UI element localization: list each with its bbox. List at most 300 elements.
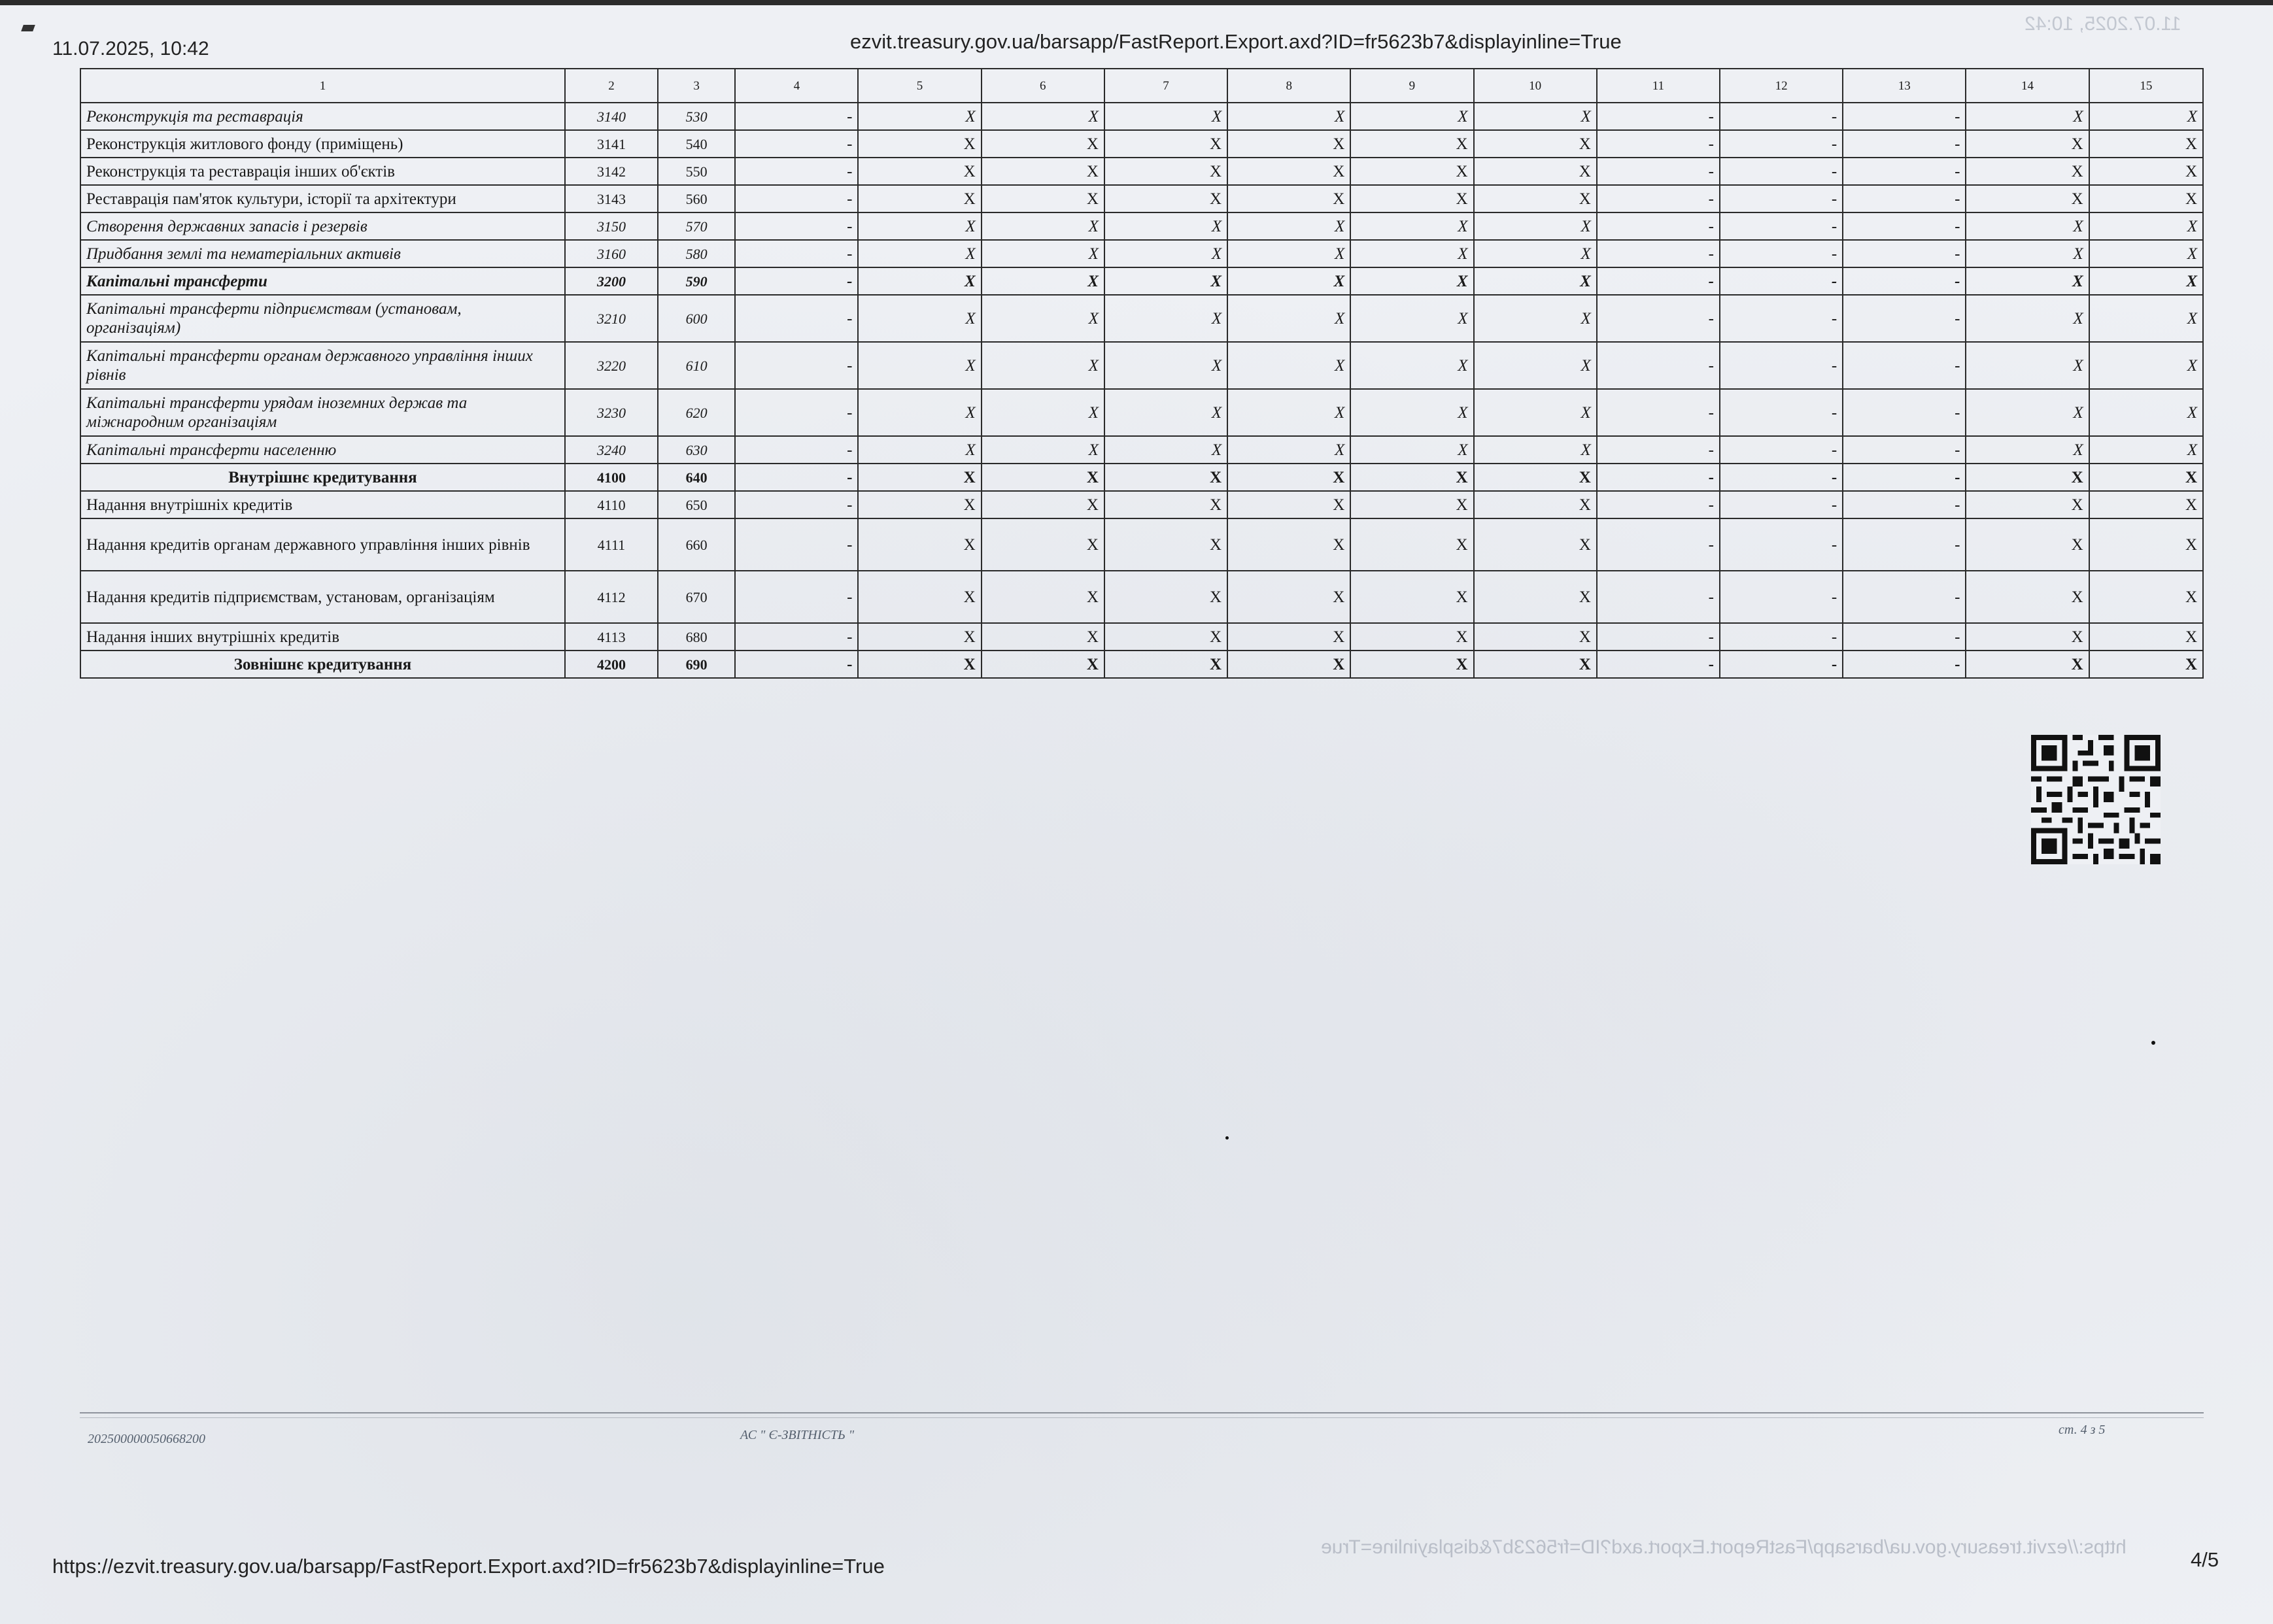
value-cell: X [858, 295, 981, 342]
value-cell: X [1350, 130, 1473, 158]
table-row [80, 130, 2203, 158]
value-cell: - [1843, 491, 1966, 518]
system-name: АС " Є-ЗВІТНІСТЬ " [740, 1428, 855, 1442]
value-cell: X [1227, 491, 1350, 518]
speck [2151, 1041, 2155, 1045]
speck [1225, 1136, 1229, 1140]
kekv-code: 4113 [565, 623, 658, 651]
value-cell: X [858, 130, 981, 158]
value-cell: X [858, 389, 981, 436]
value-cell: - [735, 491, 858, 518]
value-cell: - [1843, 103, 1966, 130]
value-cell: - [1597, 651, 1720, 678]
kekv-code: 3210 [565, 295, 658, 342]
table-row [80, 389, 2203, 436]
value-cell: X [1104, 436, 1227, 464]
value-cell: X [1966, 158, 2089, 185]
value-cell: X [858, 158, 981, 185]
value-cell: X [1350, 571, 1473, 623]
table-row [80, 158, 2203, 185]
value-cell: X [1104, 267, 1227, 295]
value-cell: - [1843, 130, 1966, 158]
value-cell: - [1597, 389, 1720, 436]
value-cell: X [1227, 623, 1350, 651]
line-code: 630 [658, 436, 735, 464]
value-cell: X [858, 464, 981, 491]
value-cell: X [1104, 571, 1227, 623]
value-cell: - [1597, 571, 1720, 623]
value-cell: - [1720, 158, 1843, 185]
value-cell: X [1104, 295, 1227, 342]
value-cell: X [858, 342, 981, 389]
value-cell: X [1350, 158, 1473, 185]
value-cell: X [1474, 212, 1597, 240]
row-label: Надання інших внутрішніх кредитів [80, 623, 565, 651]
value-cell: - [735, 103, 858, 130]
column-number: 8 [1227, 69, 1350, 103]
kekv-code: 3140 [565, 103, 658, 130]
value-cell: X [1227, 571, 1350, 623]
value-cell: X [1227, 158, 1350, 185]
value-cell: - [1597, 103, 1720, 130]
value-cell: X [1474, 623, 1597, 651]
column-number: 2 [565, 69, 658, 103]
value-cell: - [1597, 185, 1720, 212]
value-cell: X [1966, 651, 2089, 678]
column-number: 14 [1966, 69, 2089, 103]
value-cell: X [858, 651, 981, 678]
value-cell: X [1104, 103, 1227, 130]
table-row [80, 491, 2203, 518]
table-row [80, 623, 2203, 651]
value-cell: X [1350, 389, 1473, 436]
value-cell: X [1227, 212, 1350, 240]
value-cell: X [1104, 518, 1227, 571]
value-cell: X [1474, 389, 1597, 436]
value-cell: - [1597, 212, 1720, 240]
row-label: Надання кредитів підприємствам, установам, організаціям [80, 571, 565, 623]
value-cell: - [1843, 571, 1966, 623]
value-cell: - [1720, 342, 1843, 389]
value-cell: X [982, 103, 1104, 130]
value-cell: - [1843, 518, 1966, 571]
value-cell: - [1720, 103, 1843, 130]
row-label: Капітальні трансферти органам державного управління інших рівнів [80, 342, 565, 389]
value-cell: X [982, 571, 1104, 623]
column-number: 6 [982, 69, 1104, 103]
value-cell: X [1350, 651, 1473, 678]
value-cell: X [2089, 342, 2203, 389]
value-cell: X [982, 267, 1104, 295]
value-cell: - [1720, 464, 1843, 491]
value-cell: X [1350, 464, 1473, 491]
value-cell: X [2089, 464, 2203, 491]
value-cell: - [735, 158, 858, 185]
value-cell: X [1227, 436, 1350, 464]
value-cell: X [982, 185, 1104, 212]
value-cell: X [1474, 240, 1597, 267]
value-cell: - [1843, 623, 1966, 651]
value-cell: X [1966, 491, 2089, 518]
value-cell: X [858, 212, 981, 240]
table-row [80, 436, 2203, 464]
value-cell: X [1227, 464, 1350, 491]
print-url-header: ezvit.treasury.gov.ua/barsapp/FastReport.Export.axd?ID=fr5623b7&displayinline=True [850, 30, 1622, 53]
value-cell: - [1720, 651, 1843, 678]
value-cell: X [1966, 130, 2089, 158]
row-label: Капітальні трансферти урядам іноземних держав та міжнародним організаціям [80, 389, 565, 436]
value-cell: - [1843, 389, 1966, 436]
row-label: Внутрішнє кредитування [80, 464, 565, 491]
value-cell: X [1966, 518, 2089, 571]
value-cell: X [2089, 212, 2203, 240]
footer-rule-thin [80, 1417, 2204, 1418]
kekv-code: 3143 [565, 185, 658, 212]
value-cell: X [1350, 518, 1473, 571]
value-cell: X [1350, 267, 1473, 295]
value-cell: X [1474, 518, 1597, 571]
value-cell: X [1350, 103, 1473, 130]
value-cell: X [1966, 623, 2089, 651]
value-cell: X [1104, 130, 1227, 158]
column-number: 4 [735, 69, 858, 103]
column-number-row [80, 69, 2203, 103]
value-cell: - [735, 518, 858, 571]
line-code: 580 [658, 240, 735, 267]
line-code: 660 [658, 518, 735, 571]
line-code: 650 [658, 491, 735, 518]
value-cell: X [1474, 295, 1597, 342]
value-cell: X [1227, 295, 1350, 342]
value-cell: - [1720, 185, 1843, 212]
kekv-code: 3142 [565, 158, 658, 185]
value-cell: X [1474, 491, 1597, 518]
top-edge [0, 0, 2273, 5]
column-number: 15 [2089, 69, 2203, 103]
table-row [80, 212, 2203, 240]
value-cell: X [858, 267, 981, 295]
value-cell: X [1966, 464, 2089, 491]
table-row [80, 295, 2203, 342]
line-code: 530 [658, 103, 735, 130]
table-row [80, 185, 2203, 212]
value-cell: X [1350, 342, 1473, 389]
value-cell: X [2089, 436, 2203, 464]
value-cell: X [1350, 295, 1473, 342]
row-label: Капітальні трансферти [80, 267, 565, 295]
value-cell: - [735, 185, 858, 212]
value-cell: X [1474, 342, 1597, 389]
column-number: 11 [1597, 69, 1720, 103]
value-cell: - [1597, 295, 1720, 342]
table-row [80, 571, 2203, 623]
value-cell: - [1720, 240, 1843, 267]
line-code: 680 [658, 623, 735, 651]
value-cell: X [2089, 571, 2203, 623]
column-number: 12 [1720, 69, 1843, 103]
value-cell: - [1843, 267, 1966, 295]
value-cell: X [2089, 518, 2203, 571]
kekv-code: 4200 [565, 651, 658, 678]
line-code: 540 [658, 130, 735, 158]
value-cell: - [1720, 212, 1843, 240]
value-cell: X [1350, 623, 1473, 651]
line-code: 640 [658, 464, 735, 491]
row-label: Капітальні трансферти населенню [80, 436, 565, 464]
value-cell: - [1597, 158, 1720, 185]
value-cell: X [1966, 267, 2089, 295]
kekv-code: 3150 [565, 212, 658, 240]
column-number: 9 [1350, 69, 1473, 103]
column-number: 1 [80, 69, 565, 103]
kekv-code: 4111 [565, 518, 658, 571]
value-cell: - [1843, 651, 1966, 678]
value-cell: - [1843, 342, 1966, 389]
value-cell: - [735, 571, 858, 623]
value-cell: X [1227, 130, 1350, 158]
line-code: 690 [658, 651, 735, 678]
value-cell: - [1597, 464, 1720, 491]
value-cell: X [1474, 267, 1597, 295]
table-row [80, 103, 2203, 130]
column-number: 7 [1104, 69, 1227, 103]
value-cell: X [982, 491, 1104, 518]
table-row [80, 518, 2203, 571]
row-label: Реконструкція та реставрація інших об'єктів [80, 158, 565, 185]
value-cell: X [1474, 436, 1597, 464]
value-cell: X [982, 342, 1104, 389]
value-cell: X [1104, 491, 1227, 518]
column-number: 10 [1474, 69, 1597, 103]
value-cell: - [1720, 571, 1843, 623]
kekv-code: 3240 [565, 436, 658, 464]
kekv-code: 3141 [565, 130, 658, 158]
value-cell: - [735, 464, 858, 491]
value-cell: X [982, 130, 1104, 158]
value-cell: X [1227, 267, 1350, 295]
value-cell: - [1597, 623, 1720, 651]
value-cell: X [858, 185, 981, 212]
print-page-counter: 4/5 [2191, 1548, 2219, 1571]
value-cell: X [982, 436, 1104, 464]
value-cell: X [1474, 651, 1597, 678]
table-row [80, 342, 2203, 389]
corner-mark [21, 25, 35, 31]
value-cell: X [1104, 158, 1227, 185]
value-cell: X [982, 464, 1104, 491]
value-cell: - [1843, 212, 1966, 240]
kekv-code: 4100 [565, 464, 658, 491]
value-cell: - [735, 267, 858, 295]
value-cell: X [1104, 389, 1227, 436]
qr-code-icon [2031, 735, 2161, 864]
value-cell: X [1474, 185, 1597, 212]
value-cell: - [735, 389, 858, 436]
line-code: 590 [658, 267, 735, 295]
value-cell: - [1597, 342, 1720, 389]
kekv-code: 3200 [565, 267, 658, 295]
value-cell: X [1966, 389, 2089, 436]
table-row [80, 240, 2203, 267]
value-cell: X [858, 240, 981, 267]
line-code: 610 [658, 342, 735, 389]
value-cell: - [1720, 267, 1843, 295]
value-cell: X [1227, 518, 1350, 571]
value-cell: X [1474, 103, 1597, 130]
report-table [80, 68, 2204, 679]
value-cell: X [1966, 240, 2089, 267]
value-cell: - [1597, 518, 1720, 571]
bleed-through-text: https://ezvit.treasury.gov.ua/barsapp/FastReport.Export.axd?ID=fr5623b7&displayinline=True [1321, 1536, 2127, 1558]
row-label: Надання кредитів органам державного управління інших рівнів [80, 518, 565, 571]
value-cell: - [1843, 158, 1966, 185]
value-cell: X [858, 491, 981, 518]
table-row [80, 651, 2203, 678]
value-cell: - [1597, 491, 1720, 518]
table-row [80, 464, 2203, 491]
value-cell: X [1966, 436, 2089, 464]
line-code: 570 [658, 212, 735, 240]
value-cell: X [858, 436, 981, 464]
row-label: Капітальні трансферти підприємствам (установам, організаціям) [80, 295, 565, 342]
column-number: 13 [1843, 69, 1966, 103]
value-cell: X [1104, 623, 1227, 651]
value-cell: X [982, 212, 1104, 240]
value-cell: X [982, 651, 1104, 678]
line-code: 620 [658, 389, 735, 436]
value-cell: X [1966, 103, 2089, 130]
table-row [80, 267, 2203, 295]
value-cell: X [2089, 651, 2203, 678]
kekv-code: 3160 [565, 240, 658, 267]
value-cell: - [735, 295, 858, 342]
value-cell: X [858, 103, 981, 130]
footer-rule [80, 1412, 2204, 1413]
value-cell: X [1227, 103, 1350, 130]
value-cell: X [1227, 651, 1350, 678]
value-cell: X [982, 295, 1104, 342]
line-code: 600 [658, 295, 735, 342]
kekv-code: 4112 [565, 571, 658, 623]
value-cell: X [982, 240, 1104, 267]
value-cell: - [1597, 436, 1720, 464]
value-cell: X [982, 389, 1104, 436]
value-cell: - [1843, 185, 1966, 212]
value-cell: X [858, 518, 981, 571]
report-page-number: ст. 4 з 5 [2059, 1423, 2106, 1437]
value-cell: X [982, 518, 1104, 571]
value-cell: X [1350, 491, 1473, 518]
value-cell: - [735, 436, 858, 464]
value-cell: X [1474, 158, 1597, 185]
value-cell: - [1720, 623, 1843, 651]
value-cell: X [1104, 212, 1227, 240]
value-cell: - [1597, 267, 1720, 295]
value-cell: X [1474, 571, 1597, 623]
print-datetime: 11.07.2025, 10:42 [52, 38, 209, 59]
row-label: Придбання землі та нематеріальних активів [80, 240, 565, 267]
value-cell: - [1843, 295, 1966, 342]
value-cell: X [1104, 342, 1227, 389]
value-cell: X [2089, 623, 2203, 651]
value-cell: X [2089, 295, 2203, 342]
value-cell: X [982, 158, 1104, 185]
value-cell: - [1720, 518, 1843, 571]
value-cell: X [1104, 464, 1227, 491]
column-number: 5 [858, 69, 981, 103]
value-cell: X [1104, 240, 1227, 267]
row-label: Реконструкція житлового фонду (приміщень) [80, 130, 565, 158]
value-cell: X [2089, 130, 2203, 158]
value-cell: X [1966, 342, 2089, 389]
row-label: Реставрація пам'яток культури, історії та архітектури [80, 185, 565, 212]
value-cell: X [2089, 158, 2203, 185]
value-cell: X [1966, 571, 2089, 623]
line-code: 550 [658, 158, 735, 185]
value-cell: - [1720, 389, 1843, 436]
value-cell: X [2089, 240, 2203, 267]
value-cell: - [735, 212, 858, 240]
value-cell: X [1104, 651, 1227, 678]
value-cell: - [1720, 295, 1843, 342]
value-cell: - [1720, 491, 1843, 518]
value-cell: X [1227, 389, 1350, 436]
value-cell: X [1350, 436, 1473, 464]
print-url-footer: https://ezvit.treasury.gov.ua/barsapp/FastReport.Export.axd?ID=fr5623b7&displayinline=True [52, 1555, 885, 1578]
kekv-code: 3220 [565, 342, 658, 389]
kekv-code: 4110 [565, 491, 658, 518]
value-cell: - [735, 651, 858, 678]
value-cell: - [1843, 240, 1966, 267]
value-cell: - [735, 342, 858, 389]
value-cell: - [1597, 130, 1720, 158]
bleed-through-text: 11.07.2025, 10:42 [2025, 13, 2181, 35]
value-cell: X [1227, 240, 1350, 267]
value-cell: - [735, 240, 858, 267]
value-cell: X [1227, 185, 1350, 212]
row-label: Реконструкція та реставрація [80, 103, 565, 130]
value-cell: X [2089, 389, 2203, 436]
document-id: 202500000050668200 [88, 1432, 205, 1446]
value-cell: X [2089, 185, 2203, 212]
value-cell: X [1350, 212, 1473, 240]
value-cell: X [1474, 130, 1597, 158]
value-cell: X [1104, 185, 1227, 212]
value-cell: X [2089, 491, 2203, 518]
value-cell: X [858, 571, 981, 623]
value-cell: X [2089, 267, 2203, 295]
value-cell: X [858, 623, 981, 651]
value-cell: X [1966, 295, 2089, 342]
value-cell: X [1966, 185, 2089, 212]
value-cell: - [1597, 240, 1720, 267]
line-code: 560 [658, 185, 735, 212]
column-number: 3 [658, 69, 735, 103]
row-label: Надання внутрішніх кредитів [80, 491, 565, 518]
value-cell: X [1350, 185, 1473, 212]
value-cell: - [735, 130, 858, 158]
value-cell: X [2089, 103, 2203, 130]
value-cell: X [1474, 464, 1597, 491]
value-cell: - [1843, 464, 1966, 491]
row-label: Зовнішнє кредитування [80, 651, 565, 678]
value-cell: X [1350, 240, 1473, 267]
value-cell: - [1720, 130, 1843, 158]
value-cell: - [1720, 436, 1843, 464]
value-cell: - [735, 623, 858, 651]
value-cell: X [982, 623, 1104, 651]
value-cell: X [1227, 342, 1350, 389]
